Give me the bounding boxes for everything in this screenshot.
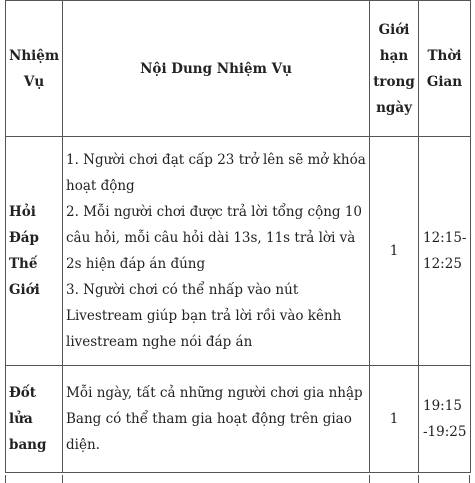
next-row-edge <box>5 475 470 483</box>
time-window: 12:15-12:25 <box>419 137 471 366</box>
header-time: Thời Gian <box>419 1 471 137</box>
content-line: Mỗi ngày, tất cả những người chơi gia nhập Bang có thể tham gia hoạt động trên giao diện. <box>66 385 363 453</box>
daily-limit: 1 <box>370 137 419 366</box>
header-task: Nhiệm Vụ <box>6 1 63 137</box>
task-content <box>63 137 370 366</box>
time-window: 19:15 -19:25 <box>419 366 471 473</box>
content-line: 3. Người chơi có thể nhấp vào nút Livestream giúp bạn trả lời rồi vào kênh livestream nghe nói đáp án <box>66 282 342 350</box>
content-line: 2. Mỗi người chơi được trả lời tổng cộng 10 câu hỏi, mỗi câu hỏi dài 13s, 11s trả lời và 2s hiện đáp án đúng <box>66 204 363 272</box>
content-line: 1. Người chơi đạt cấp 23 trở lên sẽ mở khóa hoạt động <box>66 152 366 194</box>
task-content <box>63 366 370 473</box>
daily-limit: 1 <box>370 366 419 473</box>
task-name: Hỏi Đáp Thế Giới <box>6 137 63 366</box>
task-name: Đốt lửa bang <box>6 366 63 473</box>
event-schedule-table <box>5 0 471 473</box>
header-content: Nội Dung Nhiệm Vụ <box>63 1 370 137</box>
header-limit: Giới hạn trong ngày <box>370 1 419 137</box>
table-row <box>6 137 471 366</box>
table-row <box>6 366 471 473</box>
header-row <box>6 1 471 137</box>
